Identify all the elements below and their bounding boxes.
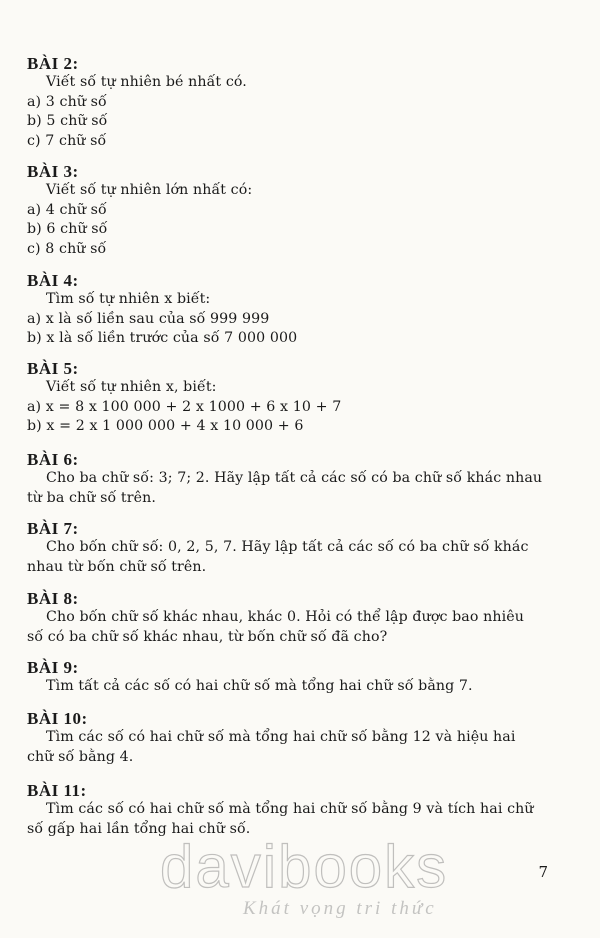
exercise-title: BÀI 7: bbox=[27, 519, 79, 538]
exercise-prompt: Tìm các số có hai chữ số mà tổng hai chữ số bằng 12 và hiệu hai bbox=[46, 729, 516, 745]
exercise-title: BÀI 10: bbox=[27, 709, 88, 728]
exercise-4 bbox=[27, 272, 572, 349]
exercise-item: c) 7 chữ số bbox=[27, 132, 107, 149]
exercise-2 bbox=[27, 55, 572, 151]
exercise-item: a) 4 chữ số bbox=[27, 201, 107, 218]
exercise-prompt: Viết số tự nhiên lớn nhất có: bbox=[46, 182, 253, 198]
exercise-prompt: Tìm tất cả các số có hai chữ số mà tổng hai chữ số bằng 7. bbox=[46, 678, 473, 694]
exercise-title: BÀI 5: bbox=[27, 359, 79, 378]
exercise-item: b) x = 2 x 1 000 000 + 4 x 10 000 + 6 bbox=[27, 418, 304, 434]
exercise-item: a) 3 chữ số bbox=[27, 93, 107, 110]
exercise-10 bbox=[27, 710, 572, 767]
page-number: 7 bbox=[538, 863, 548, 881]
exercise-title: BÀI 2: bbox=[27, 54, 79, 73]
exercise-prompt: Cho ba chữ số: 3; 7; 2. Hãy lập tất cả các số có ba chữ số khác nhau bbox=[46, 470, 543, 486]
exercise-11 bbox=[27, 782, 572, 839]
exercise-5 bbox=[27, 360, 572, 437]
exercise-prompt-continued: số có ba chữ số khác nhau, từ bốn chữ số đã cho? bbox=[27, 628, 388, 645]
exercise-title: BÀI 9: bbox=[27, 658, 79, 677]
exercise-prompt: Cho bốn chữ số khác nhau, khác 0. Hỏi có thể lập được bao nhiêu bbox=[46, 609, 524, 625]
exercise-title: BÀI 4: bbox=[27, 271, 79, 290]
exercise-prompt-continued: chữ số bằng 4. bbox=[27, 748, 134, 765]
exercise-prompt-continued: từ ba chữ số trên. bbox=[27, 489, 156, 506]
watermark-slogan: Khát vọng tri thức bbox=[243, 898, 437, 919]
exercise-item: a) x = 8 x 100 000 + 2 x 1000 + 6 x 10 + 7 bbox=[27, 398, 342, 415]
watermark-brand: davibooks bbox=[160, 833, 449, 900]
exercise-prompt-continued: nhau từ bốn chữ số trên. bbox=[27, 558, 207, 575]
exercise-prompt: Viết số tự nhiên x, biết: bbox=[46, 379, 217, 395]
exercise-3 bbox=[27, 163, 572, 259]
exercise-6 bbox=[27, 451, 572, 508]
exercise-8 bbox=[27, 590, 572, 647]
exercise-7 bbox=[27, 520, 572, 577]
exercise-item: b) x là số liền trước của số 7 000 000 bbox=[27, 330, 298, 346]
exercise-item: b) 6 chữ số bbox=[27, 221, 108, 237]
exercise-title: BÀI 11: bbox=[27, 781, 87, 800]
exercise-prompt: Tìm các số có hai chữ số mà tổng hai chữ số bằng 9 và tích hai chữ bbox=[46, 801, 534, 817]
exercise-prompt-continued: số gấp hai lần tổng hai chữ số. bbox=[27, 820, 251, 837]
exercise-prompt: Tìm số tự nhiên x biết: bbox=[46, 291, 211, 307]
exercise-9 bbox=[27, 659, 572, 697]
exercise-title: BÀI 3: bbox=[27, 162, 79, 181]
exercise-item: c) 8 chữ số bbox=[27, 240, 107, 257]
exercise-item: a) x là số liền sau của số 999 999 bbox=[27, 310, 270, 327]
exercise-title: BÀI 6: bbox=[27, 450, 79, 469]
exercise-prompt: Cho bốn chữ số: 0, 2, 5, 7. Hãy lập tất cả các số có ba chữ số khác bbox=[46, 539, 529, 555]
exercise-prompt: Viết số tự nhiên bé nhất có. bbox=[46, 74, 247, 90]
exercise-title: BÀI 8: bbox=[27, 589, 79, 608]
exercise-item: b) 5 chữ số bbox=[27, 113, 108, 129]
